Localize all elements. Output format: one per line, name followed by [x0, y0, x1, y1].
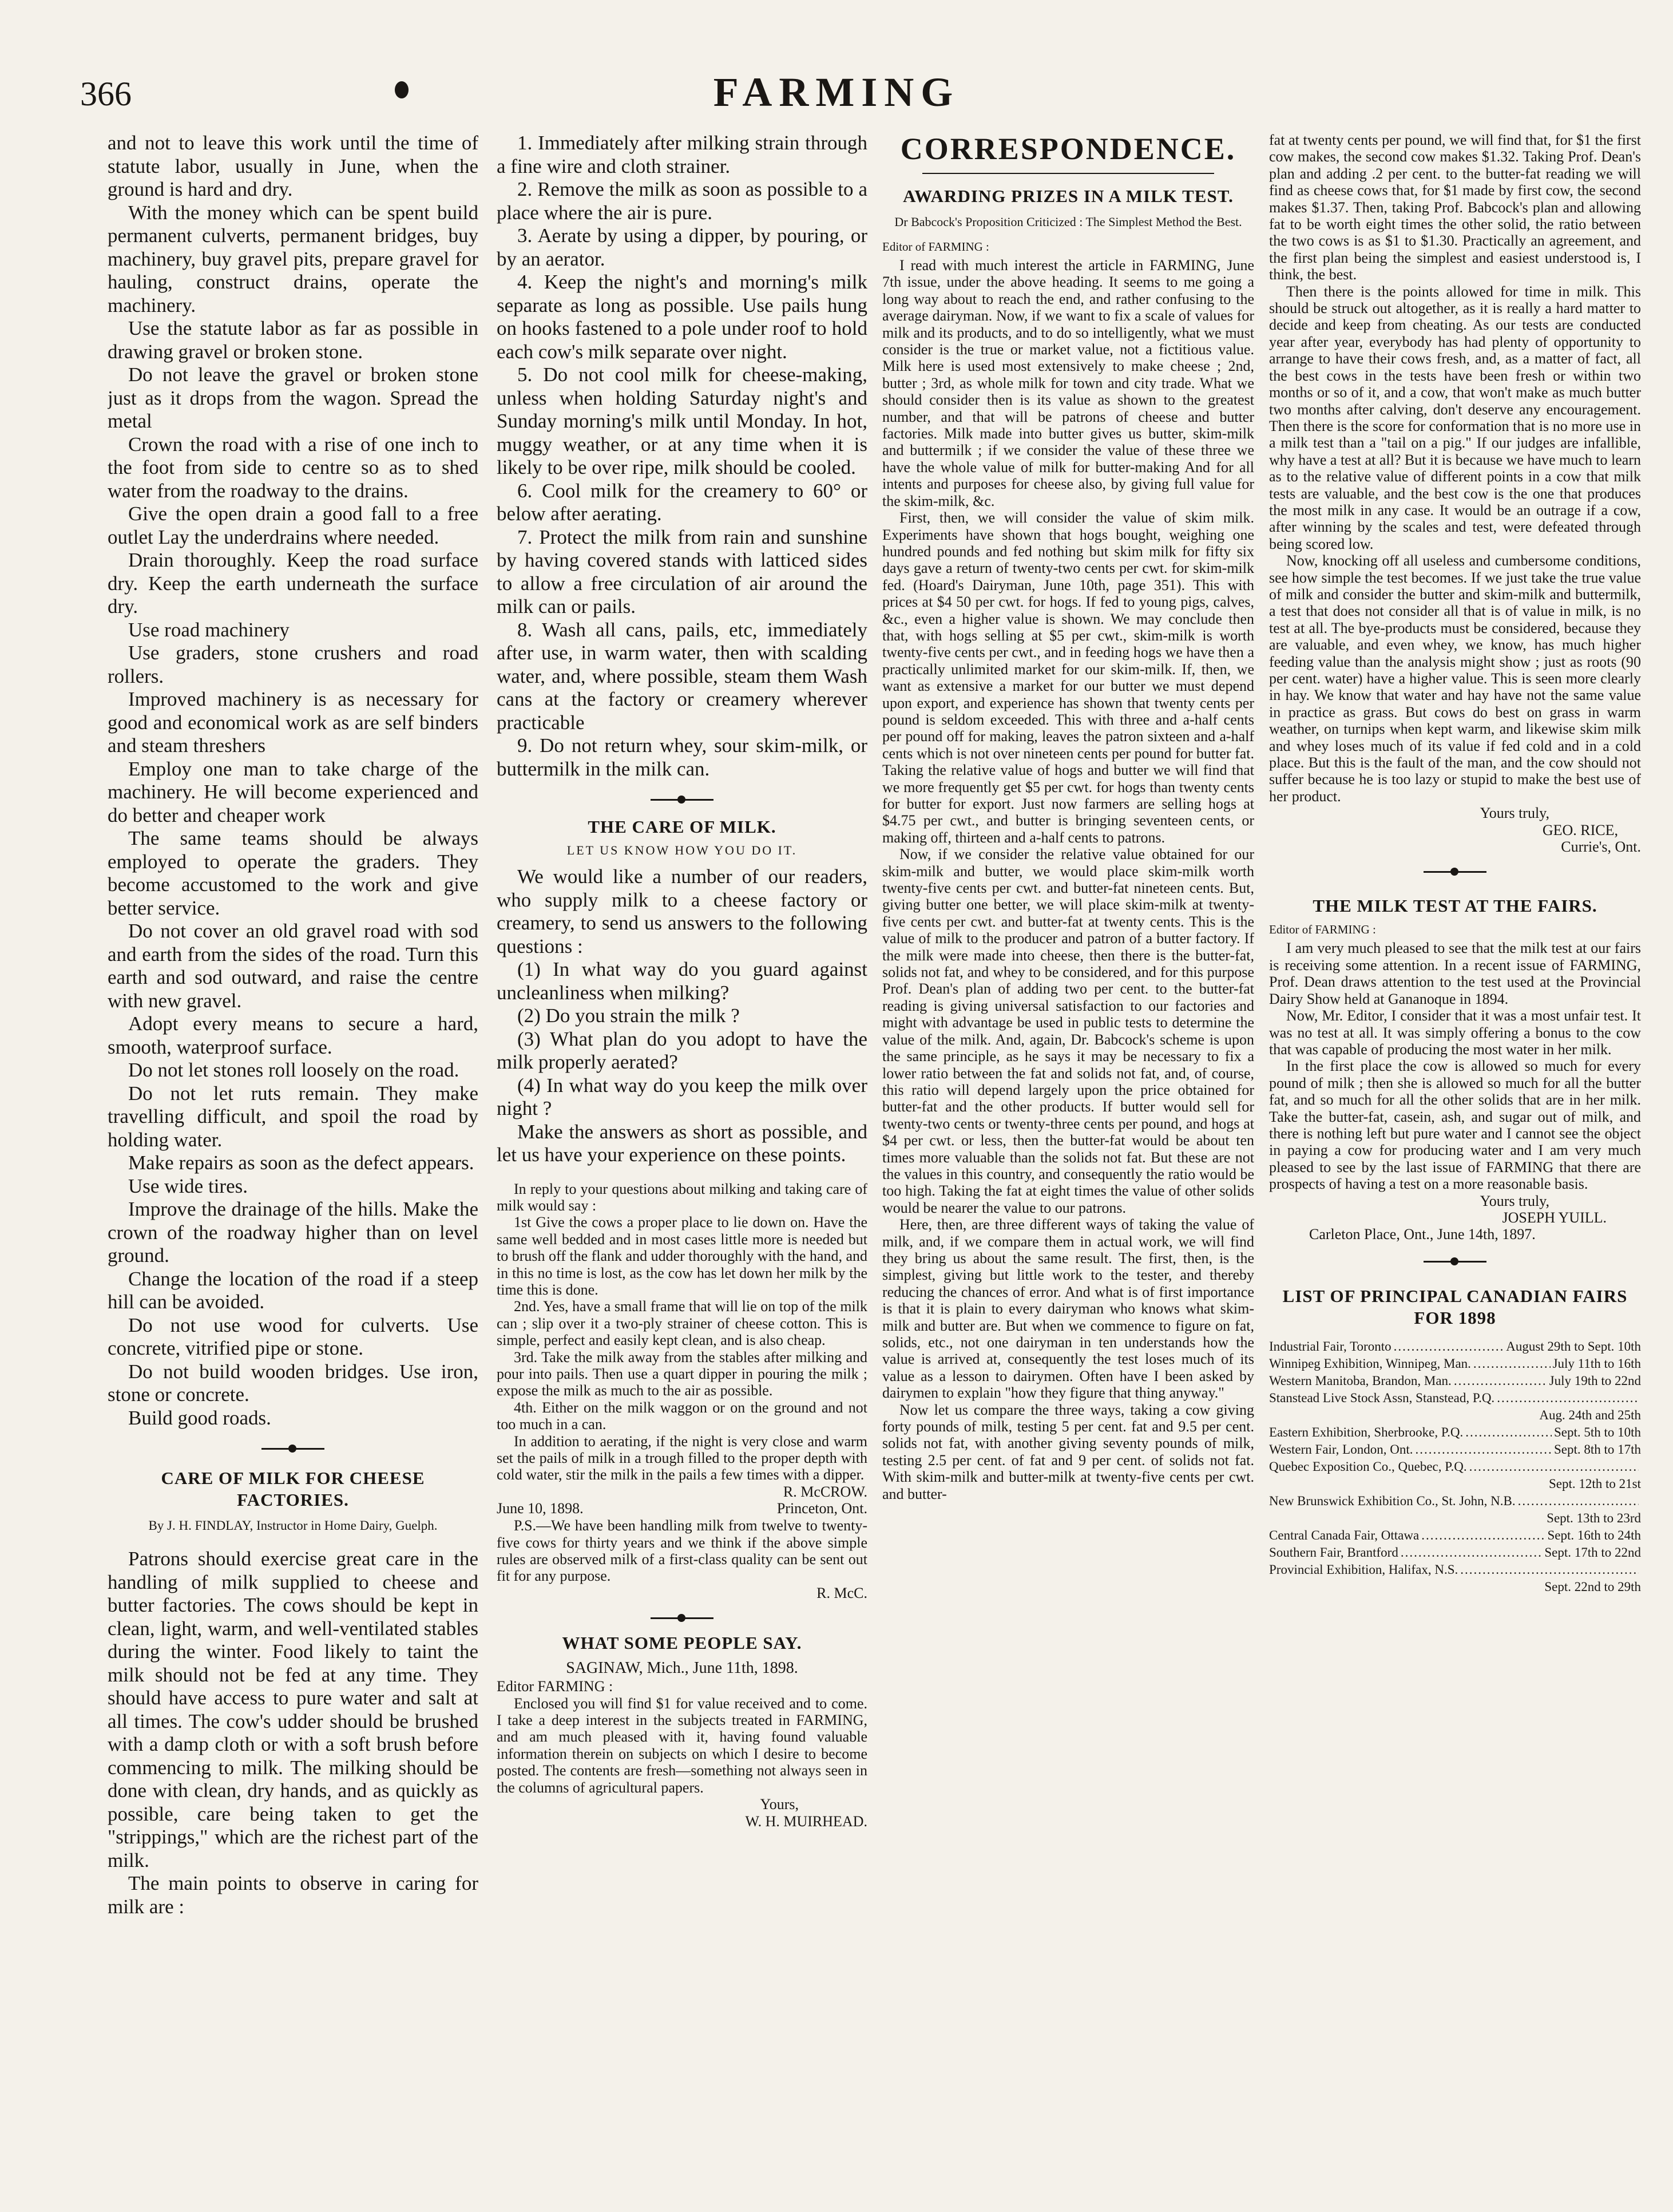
fair-name: Stanstead Live Stock Assn, Stanstead, P.Q. [1269, 1390, 1495, 1405]
fair-name: Winnipeg Exhibition, Winnipeg, Man. [1269, 1356, 1471, 1371]
list-item [1269, 1338, 1641, 1355]
paragraph: Make repairs as soon as the defect appears. [128, 1151, 474, 1174]
paragraph: In addition to aerating, if the night is very close and warm set the pails of milk in a trough filled to the proper depth with cold water, stir the milk in the pails a few times with a dipper. [497, 1433, 867, 1483]
list-item [1269, 1441, 1641, 1458]
fair-dates: Sept. 13th to 23rd [1547, 1510, 1641, 1525]
paragraph: Now, knocking off all useless and cumbersome conditions, see how simple the test becomes. If we just take the true value of milk and consider the butter and skim-milk and buttermilk, a test that does not consider all that is of value in milk, is no test at all. The bye-products must be considered, because they are valuable, and even whey, we know, has much higher feeding value than the analysis might show ; just as roots (90 per cent. water) have a higher value. This is seen more clearly in hay. We know that water and hay have not the same value in practice as grass. But cows do best on grass in warm weather, on turnips when kept warm, and likewise skim milk and whey loses much of its value if fed cold and in a cold place. But this is the fault of the man, and the cow should not suffer because he is too lazy or stupid to make the best use of her product. [1269, 552, 1641, 805]
editor-line: Editor FARMING : [497, 1678, 613, 1695]
fair-dates: July 19th to 22nd [1549, 1373, 1641, 1388]
postscript: P.S.—We have been handling milk from twelve to twenty-five cows for thirty years and we think if the above simple rules are observed milk of a first-class quality can be sent out fit for any purpose. [497, 1517, 867, 1585]
paragraph: 3rd. Take the milk away from the stables after milking and pour into pails. Then use a quart dipper in pouring the milk ; expose the milk as much to the air as possible. [497, 1348, 867, 1399]
section-title: CORRESPONDENCE. [900, 132, 1236, 166]
question: (2) Do you strain the milk ? [517, 1004, 740, 1027]
paragraph: Do not use wood for culverts. Use concrete, vitrified pipe or stone. [108, 1313, 478, 1359]
fair-dates: Sept. 12th to 21st [1548, 1476, 1641, 1491]
question: (4) In what way do you keep the milk over night ? [497, 1074, 867, 1119]
list-item: 9. Do not return whey, sour skim-milk, or buttermilk in the milk can. [497, 734, 867, 780]
article-title: THE MILK TEST AT THE FAIRS. [1313, 896, 1597, 916]
fair-dates: Sept. 5th to 10th [1553, 1424, 1641, 1439]
list-item: 3. Aerate by using a dipper, by pouring, or by an aerator. [497, 224, 867, 270]
list-item: 2. Remove the milk as soon as possible to a place where the air is pure. [497, 178, 867, 224]
paragraph: Do not let stones roll loosely on the road. [128, 1059, 459, 1081]
page-header [0, 69, 1673, 120]
paragraph: Use the statute labor as far as possible in drawing gravel or broken stone. [108, 317, 478, 363]
paragraph: Now, Mr. Editor, I consider that it was a most unfair test. It was no test at all. It was simply offering a bonus to the cow that was capable of producing the most water in her milk. [1269, 1007, 1641, 1058]
signature: R. McC. [816, 1584, 867, 1601]
fairs-letter [1269, 940, 1641, 1242]
paragraph: We would like a number of our readers, who supply milk to a cheese factory or creamery, to send us answers to the following questions : [497, 865, 867, 957]
letter-place: Carleton Place, Ont., June 14th, 1897. [1309, 1226, 1536, 1243]
column-2 [497, 132, 867, 2169]
fair-dates: Sept. 17th to 22nd [1544, 1545, 1641, 1560]
column-4 [1269, 132, 1641, 2169]
paragraph: Make the answers as short as possible, and let us have your experience on these points. [497, 1120, 867, 1166]
paragraph: I am very much pleased to see that the milk test at our fairs is receiving some attention. In a recent issue of FARMING, Prof. Dean draws attention to the test used at the Provincial Dairy Show held at Gananoque in 1894. [1269, 940, 1641, 1007]
paragraph: Crown the road with a rise of one inch to the foot from side to centre so as to shed water from the roadway to the drains. [108, 433, 478, 502]
paragraph: Do not build wooden bridges. Use iron, stone or concrete. [108, 1360, 478, 1406]
section-ornament [497, 1608, 867, 1628]
section-ornament [1269, 1252, 1641, 1272]
dateline: SAGINAW, Mich., June 11th, 1898. [566, 1659, 798, 1677]
paragraph: Give the open drain a good fall to a free outlet Lay the underdrains where needed. [108, 502, 478, 548]
page-number: 366 [80, 75, 132, 113]
divider [922, 173, 1214, 174]
section-ornament [108, 1439, 478, 1458]
article-title: CARE OF MILK FOR CHEESE FACTORIES. [161, 1468, 425, 1510]
paragraph: In the first place the cow is allowed so much for every pound of milk ; then she is allowed so much for all the butter fat, and so much for all the other solids that are in her milk. Take the butter-fat, casein, ash, and sugar out of milk, and there is nothing left but pure water and I cannot see the object in paying a cow for producing water and I am very much pleased to see by the last issue of FARMING that there are prospects of having a test on a more reasonable basis. [1269, 1058, 1641, 1193]
fair-dates: Aug. 24th and 25th [1539, 1407, 1641, 1422]
paragraph: Build good roads. [128, 1406, 271, 1429]
column-1 [108, 132, 478, 2169]
reply-letter [497, 1181, 867, 1602]
list-item: 6. Cool milk for the creamery to 60° or below after aerating. [497, 479, 867, 525]
list-item [1269, 1424, 1641, 1441]
roads-article [108, 132, 478, 1430]
fairs-list [1269, 1338, 1641, 1596]
paragraph: The main points to observe in caring for milk are : [108, 1872, 478, 1918]
people-letter [497, 1678, 867, 1830]
fair-name: Quebec Exposition Co., Quebec, P.Q. [1269, 1459, 1467, 1474]
list-item [1269, 1544, 1641, 1561]
paragraph: Use road machinery [128, 618, 290, 641]
cheese-article [108, 1548, 478, 1918]
list-item: 7. Protect the milk from rain and sunshine by having covered stands with latticed sides to allow a free circulation of air around the milk can or pails. [497, 525, 867, 618]
paragraph: Improve the drainage of the hills. Make the crown of the roadway higher than on level ground. [108, 1198, 478, 1267]
article-subhead: Dr Babcock's Proposition Criticized : The Simplest Method the Best. [894, 215, 1242, 229]
paragraph: Improved machinery is as necessary for good and economical work as are self binders and steam threshers [108, 688, 478, 757]
letter-place: Princeton, Ont. [776, 1500, 867, 1517]
fair-name: Provincial Exhibition, Halifax, N.S. [1269, 1562, 1458, 1577]
list-item [1269, 1458, 1641, 1475]
fair-name: Eastern Exhibition, Sherbrooke, P.Q. [1269, 1424, 1464, 1439]
paragraph: With the money which can be spent build permanent culverts, permanent bridges, buy machinery, buy gravel pits, prepare gravel for hauling, construct drains, operate the machinery. [108, 201, 478, 316]
paragraph: Do not let ruts remain. They make travelling difficult, and spoil the road by holding water. [108, 1082, 478, 1151]
paragraph: Use wide tires. [128, 1174, 248, 1197]
paragraph: Now let us compare the three ways, taking a cow giving forty pounds of milk, testing 5 per cent. fat and 9.5 per cent. solids not fat, with another giving seventy pounds of milk, testing 2.5 per cent. of fat and 9 per cent. of solids not fat. With skim-milk and butter-milk at twenty-five cents per cwt. and butter- [882, 1401, 1254, 1502]
awarding-letter [882, 257, 1254, 1502]
letter-close: Yours, [760, 1796, 799, 1813]
awarding-letter-continued [1269, 132, 1641, 855]
paragraph: I read with much interest the article in FARMING, June 7th issue, under the above heading. It seems to me going a long way about to reach the end, and rather confusing to the average dairyman. Now, if we want to fix a scale of values for milk and its products, and to do so intelligently, what we must consider is the true or market value, not a fictitious value. Milk here is used most extensively to make cheese ; 2nd, butter ; 3rd, as whole milk for town and city trade. What we should consider then is its value as shown to the greatest number, and that will be patrons of cheese and butter factories. Milk made into butter gives us butter, skim-milk and buttermilk ; if we consider the value of these three we have the whole value of milk for butter-making And for all intents and purposes for cheese also, by giving full value for the skim-milk, &c. [882, 257, 1254, 509]
paragraph: Now, if we consider the relative value obtained for our skim-milk and butter, we would place skim-milk worth twenty-five cents per cwt. and butter-fat nineteen cents. But, giving butter one better, we will place skim-milk at twenty-five cents per cwt. and butter-fat at twenty cents. This is the value of milk to the producer and patron of a butter factory. If the milk were made into cheese, then there is the butter-fat, solids not fat, and whey to be considered, and for this purpose Prof. Dean's plan of adding two per cent. to the butter-fat reading is giving universal satisfaction to our factories and might with advantage be used in public tests to determine the value of the milk. And, again, Dr. Babcock's scheme is upon the same principle, as he says it may be necessary to fix a lower ratio between the fat and solids not fat, and, of course, this ratio will depend largely upon the price obtained for butter-fat and the other products. If butter would sell for twenty-two cents or twenty-three cents per pound, and hogs at $4 per cwt. or less, then the butter-fat would be about ten times more valuable than the solids not fat. But these are not the values in this country, and consequently the ratio would be too high. Taking the fat at eight times the value of other solids would be nearer the value to our patrons. [882, 846, 1254, 1216]
question: (1) In what way do you guard against uncleanliness when milking? [497, 958, 867, 1004]
milk-points [497, 132, 867, 781]
letter-close: Yours truly, [1480, 805, 1549, 822]
paragraph: Adopt every means to secure a hard, smooth, waterproof surface. [108, 1012, 478, 1058]
fair-dates: July 11th to 16th [1552, 1356, 1641, 1371]
kicker: LET US KNOW HOW YOU DO IT. [566, 843, 798, 857]
paragraph: 2nd. Yes, have a small frame that will lie on top of the milk can ; slip over it a two-ply strainer of cheese cotton. This is simple, perfect and easily kept clean, and is also cheap. [497, 1298, 867, 1349]
paragraph: Change the location of the road if a steep hill can be avoided. [108, 1267, 478, 1313]
paragraph: First, then, we will consider the value of skim milk. Experiments have shown that hogs bought, weighing one hundred pounds and fed nothing but skim milk for fifty six days gave a return of twenty-two cents per cwt. for skim-milk fed. (Hoard's Dairyman, June 10th, page 351). This with prices at $4 50 per cwt. for hogs. If fed to young pigs, calves, &c., even a higher value is shown. We may conclude then that, with hogs selling at $5 per cwt., skim-milk is worth twenty-five cents per cwt., and in feeding hogs we have then a practically unlimited market for our skim-milk. If, then, we want as extensive a market for our butter we must depend upon export, and experience has shown that twenty cents per pound is seldom exceeded. This with three and a-half cents per pound off for making, leaves the patron sixteen and a-half cents which is not over nineteen cents per pound for butter fat. Taking the relative value of hogs and butter we will find that we more frequently get $5 per cwt. for hogs than twenty cents for butter for export. Just now farmers are selling hogs at $4.75 per cwt., and butter is bringing seventeen cents, or making off, thirteen and a-half cents to patrons. [882, 509, 1254, 846]
section-ornament [1269, 862, 1641, 881]
fair-name: Western Fair, London, Ont. [1269, 1442, 1413, 1457]
fair-dates: Sept. 16th to 24th [1547, 1528, 1641, 1542]
column-3 [882, 132, 1254, 2169]
fair-dates: August 29th to Sept. 10th [1506, 1339, 1641, 1354]
paragraph: 1st Give the cows a proper place to lie down on. Have the same well bedded and in most cases little more is needed but to brush off the flank and udder thoroughly with the hand, and in this no time is lost, as the cow has let down her milk by the time this is done. [497, 1214, 867, 1298]
fair-dates: Sept. 8th to 17th [1553, 1442, 1641, 1457]
paragraph: Use graders, stone crushers and road rollers. [108, 642, 478, 687]
letter-date: June 10, 1898. [497, 1500, 584, 1517]
paragraph: and not to leave this work until the time of statute labor, usually in June, when the ground is hard and dry. [108, 132, 478, 200]
letter-close: Yours truly, [1480, 1192, 1549, 1209]
fair-name: Industrial Fair, Toronto [1269, 1339, 1391, 1354]
paragraph: Enclosed you will find $1 for value received and to come. I take a deep interest in the subjects treated in FARMING, and am much pleased with it, having found valuable information therein on subjects on which I desire to become posted. The contents are fresh—something not always seen in the columns of agricultural papers. [497, 1695, 867, 1796]
list-item [1269, 1493, 1641, 1510]
paragraph: The same teams should be always employed to operate the graders. They become accustomed to the work and give better service. [108, 827, 478, 919]
fair-name: Central Canada Fair, Ottawa [1269, 1528, 1420, 1542]
signature: W. H. MUIRHEAD. [745, 1813, 867, 1830]
paragraph: fat at twenty cents per pound, we will find that, for $1 the first cow makes, the second cow makes $1.32. Taking Prof. Dean's plan and adding .2 per cent. to the butter-fat reading we will find as cheese cows that, for $1 made by first cow, the second makes $1.37. Then, taking Prof. Babcock's plan and allowing fat to be worth eight times the other solid, the ratio between the two cows is as $1 to $1.30. Practically an agreement, and the first plan being the simplest and easiest understood is, I think, the best. [1269, 132, 1641, 283]
byline: By J. H. FINDLAY, Instructor in Home Dairy, Guelph. [148, 1518, 438, 1533]
list-item [1269, 1390, 1641, 1407]
question: (3) What plan do you adopt to have the milk properly aerated? [497, 1027, 867, 1073]
list-item: 1. Immediately after milking strain through a fine wire and cloth strainer. [497, 132, 867, 177]
paragraph: Drain thoroughly. Keep the road surface dry. Keep the earth underneath the surface dry. [108, 549, 478, 618]
care-article [497, 865, 867, 1167]
paragraph: Employ one man to take charge of the machinery. He will become experienced and do better and cheaper work [108, 757, 478, 826]
signature: GEO. RICE, [1542, 821, 1618, 838]
article-title: LIST OF PRINCIPAL CANADIAN FAIRS FOR 1898 [1282, 1285, 1628, 1328]
paragraph: Here, then, are three different ways of taking the value of milk, and, if we compare them in actual work, we will find they bring us about the same result. The first, then, is the simplest, giving but little work to the tester, and thereby reducing the chances of error. And what is of first importance is that it is plain to every dairyman who knows what skim-milk and butter are. But when we commence to figure on fat, solids, etc., not one dairyman in ten understands how the value is arrived at, consequently the test loses much of its value as a lesson to dairymen. Often have I been asked by dairymen to explain "how they figure that thing anyway." [882, 1216, 1254, 1402]
signature: R. McCROW. [783, 1483, 867, 1500]
fair-name: New Brunswick Exhibition Co., St. John, N.B. [1269, 1493, 1516, 1508]
paragraph: Patrons should exercise great care in the handling of milk supplied to cheese and butter factories. The cows should be kept in clean, light, warm, and well-ventilated stables during the winter. Food likely to taint the milk should not be fed at any time. They should have access to pure water and salt at all times. The cow's udder should be brushed with a damp cloth or with a soft brush before commencing to milk. The milking should be done with clean, dry hands, and as quickly as possible, care being taken to get the "strippings," which are the richest part of the milk. [108, 1548, 478, 1871]
paragraph: Do not leave the gravel or broken stone just as it drops from the wagon. Spread the metal [108, 363, 478, 432]
section-ornament [497, 790, 867, 809]
list-item [1269, 1372, 1641, 1390]
editor-line: Editor of FARMING : [1269, 923, 1376, 937]
article-title: THE CARE OF MILK. [588, 817, 776, 837]
article-title: WHAT SOME PEOPLE SAY. [562, 1633, 802, 1653]
letter-place: Currie's, Ont. [1561, 838, 1641, 856]
list-item [1269, 1561, 1641, 1578]
list-item [1269, 1527, 1641, 1544]
article-title: AWARDING PRIZES IN A MILK TEST. [903, 186, 1234, 206]
editor-line: Editor of FARMING : [882, 240, 989, 254]
signature: JOSEPH YUILL. [1502, 1209, 1607, 1226]
paragraph: 4th. Either on the milk waggon or on the ground and not too much in a can. [497, 1399, 867, 1433]
paragraph: Do not cover an old gravel road with sod and earth from the sides of the road. Turn this earth and sod outward, and raise the centre with new gravel. [108, 920, 478, 1012]
fair-name: Southern Fair, Brantford [1269, 1545, 1398, 1560]
paragraph: Then there is the points allowed for time in milk. This should be struck out altogether, as it is really a hard matter to decide and keep from cheating. As our tests are conducted year after year, everybody has had plenty of opportunity to arrange to have their cows fresh, and, as a matter of fact, all the best cows in the tests have been fresh or within two months or so of it, and a cow, that won't make as much butter two months after calving, don't deserve any encouragement. Then there is the score for conformation that is no more use in a milk test than a "tail on a pig." If our judges are infallible, why have a test at all? But it is because we have much to learn as to the relative value of different points in a cow that milk tests are valuable, and the best cow is the one that produces the most milk in any case. It would be an outrage if a cow, after winning by the scales and test, were defeated through being scored low. [1269, 283, 1641, 552]
list-item [1269, 1355, 1641, 1372]
fair-dates: Sept. 22nd to 29th [1544, 1579, 1641, 1594]
list-item: 5. Do not cool milk for cheese-making, unless when holding Saturday night's and Sunday morning's milk until Monday. In hot, muggy weather, or at any time when it is likely to be over ripe, milk should be cooled. [497, 363, 867, 478]
fair-name: Western Manitoba, Brandon, Man. [1269, 1373, 1452, 1388]
list-item: 4. Keep the night's and morning's milk separate as long as possible. Use pails hung on hooks fastened to a pole under roof to hold each cow's milk separate over night. [497, 271, 867, 363]
running-head: FARMING [713, 69, 960, 115]
paragraph: In reply to your questions about milking and taking care of milk would say : [497, 1180, 867, 1214]
list-item: 8. Wash all cans, pails, etc, immediately after use, in warm water, then with scalding water, and, where possible, steam them Wash cans at the factory or creamery wherever practicable [497, 618, 867, 734]
